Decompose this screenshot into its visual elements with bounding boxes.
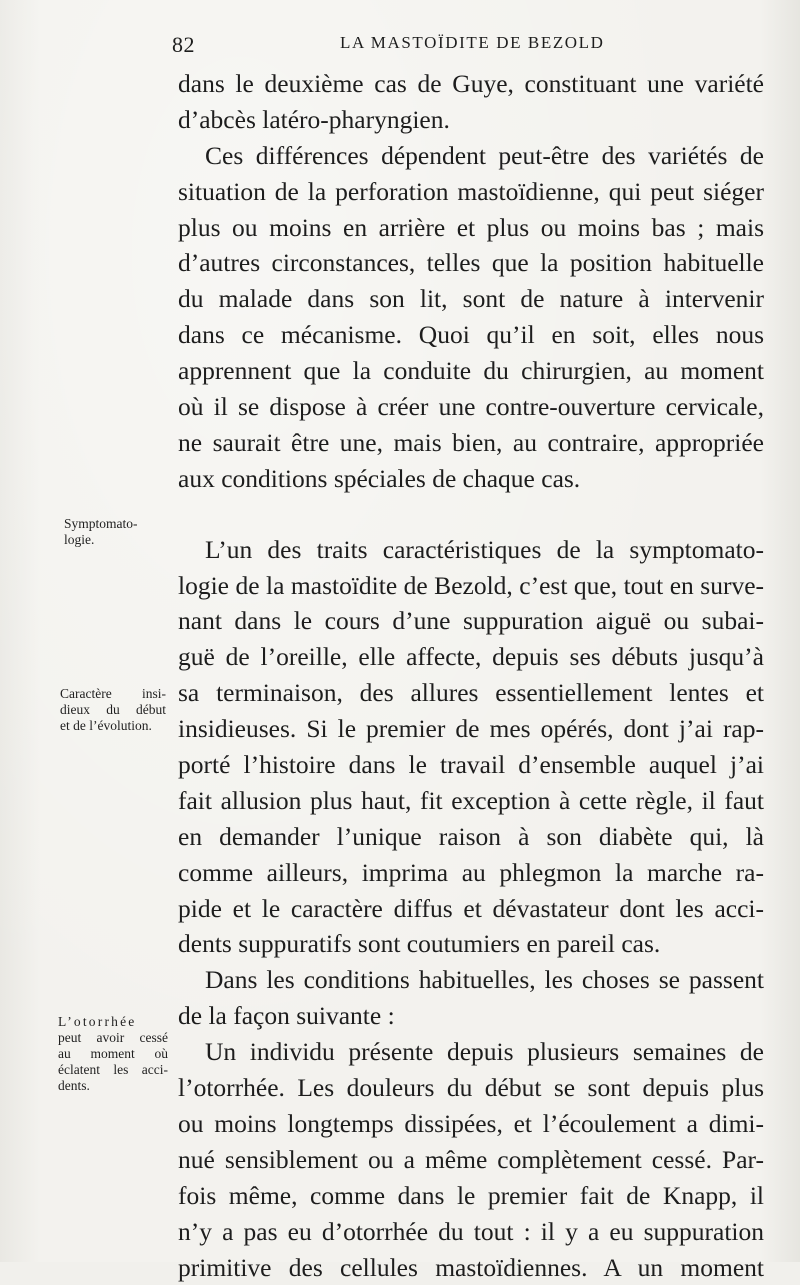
margin-note-line: dieux du début — [60, 702, 166, 718]
text-line: sa terminaison, des allures essentiellement lentes et — [178, 675, 764, 711]
margin-note-line: éclatent les acci- — [58, 1062, 168, 1078]
text-line: d’autres circonstances, telles que la position habituelle — [178, 245, 764, 281]
paragraph — [178, 532, 764, 963]
text-line: du malade dans son lit, sont de nature à intervenir — [178, 281, 764, 317]
text-line: dans le deuxième cas de Guye, constituant une variété — [178, 66, 764, 102]
text-line: Un individu présente depuis plusieurs semaines de — [178, 1034, 764, 1070]
running-head — [0, 28, 800, 58]
text-line: d’abcès latéro-pharyngien. — [178, 102, 764, 138]
text-line: ou moins longtemps dissipées, et l’écoulement a dimi- — [178, 1106, 764, 1142]
running-title: LA MASTOÏDITE DE BEZOLD — [340, 33, 605, 53]
paragraph — [178, 138, 764, 497]
text-line: n’y a pas eu d’otorrhée du tout : il y a eu suppuration — [178, 1214, 764, 1250]
text-line: situation de la perforation mastoïdienne, qui peut siéger — [178, 174, 764, 210]
text-line: L’un des traits caractéristiques de la symptomato- — [178, 532, 764, 568]
text-line: comme ailleurs, imprima au phlegmon la marche ra- — [178, 855, 764, 891]
paragraph — [178, 962, 764, 1034]
text-line: nué sensiblement ou a même complètement cessé. Par- — [178, 1142, 764, 1178]
page-number: 82 — [172, 32, 195, 58]
text-line: dans ce mécanisme. Quoi qu’il en soit, elles nous — [178, 317, 764, 353]
paragraph — [178, 1034, 764, 1285]
text-line: fois même, comme dans le premier fait de Knapp, il — [178, 1178, 764, 1214]
paragraph — [178, 66, 764, 138]
text-line: nant dans le cours d’une suppuration aiguë ou subai- — [178, 603, 764, 639]
margin-note-line: dents. — [58, 1078, 168, 1094]
text-line: guë de l’oreille, elle affecte, depuis ses débuts jusqu’à — [178, 639, 764, 675]
text-line: où il se dispose à créer une contre-ouverture cervicale, — [178, 389, 764, 425]
margin-note-line: peut avoir cessé — [58, 1030, 168, 1046]
text-line: primitive des cellules mastoïdiennes. A un moment — [178, 1250, 764, 1285]
text-line: l’otorrhée. Les douleurs du début se sont depuis plus — [178, 1070, 764, 1106]
text-line: apprennent que la conduite du chirurgien, au moment — [178, 353, 764, 389]
margin-note-line: Symptomato- — [64, 516, 172, 532]
margin-note-line: L’otorrhée — [58, 1014, 168, 1030]
text-line: dents suppuratifs sont coutumiers en pareil cas. — [178, 926, 764, 962]
margin-note-line: et de l’évolution. — [60, 718, 166, 734]
text-line: pide et le caractère diffus et dévastateur dont les acci- — [178, 891, 764, 927]
section-gap — [178, 497, 764, 532]
text-line: porté l’histoire dans le travail d’ensemble auquel j’ai — [178, 747, 764, 783]
margin-note-line: logie. — [64, 532, 172, 548]
margin-note-otorrhee — [58, 1014, 168, 1094]
text-line: plus ou moins en arrière et plus ou moins bas ; mais — [178, 210, 764, 246]
text-line: insidieuses. Si le premier de mes opérés, dont j’ai rap- — [178, 711, 764, 747]
text-line: Dans les conditions habituelles, les choses se passent — [178, 962, 764, 998]
text-line: Ces différences dépendent peut-être des variétés de — [178, 138, 764, 174]
margin-note-caractere — [60, 686, 166, 734]
margin-note-line: au moment où — [58, 1046, 168, 1062]
text-line: fait allusion plus haut, fit exception à cette règle, il faut — [178, 783, 764, 819]
text-line: en demander l’unique raison à son diabète qui, là — [178, 819, 764, 855]
text-line: ne saurait être une, mais bien, au contraire, appropriée — [178, 425, 764, 461]
text-line: de la façon suivante : — [178, 998, 764, 1034]
text-line: logie de la mastoïdite de Bezold, c’est que, tout en surve- — [178, 568, 764, 604]
text-line: aux conditions spéciales de chaque cas. — [178, 461, 764, 497]
margin-note-line: Caractère insi- — [60, 686, 166, 702]
body-text — [178, 66, 764, 1285]
margin-note-symptomatologie — [64, 516, 172, 548]
